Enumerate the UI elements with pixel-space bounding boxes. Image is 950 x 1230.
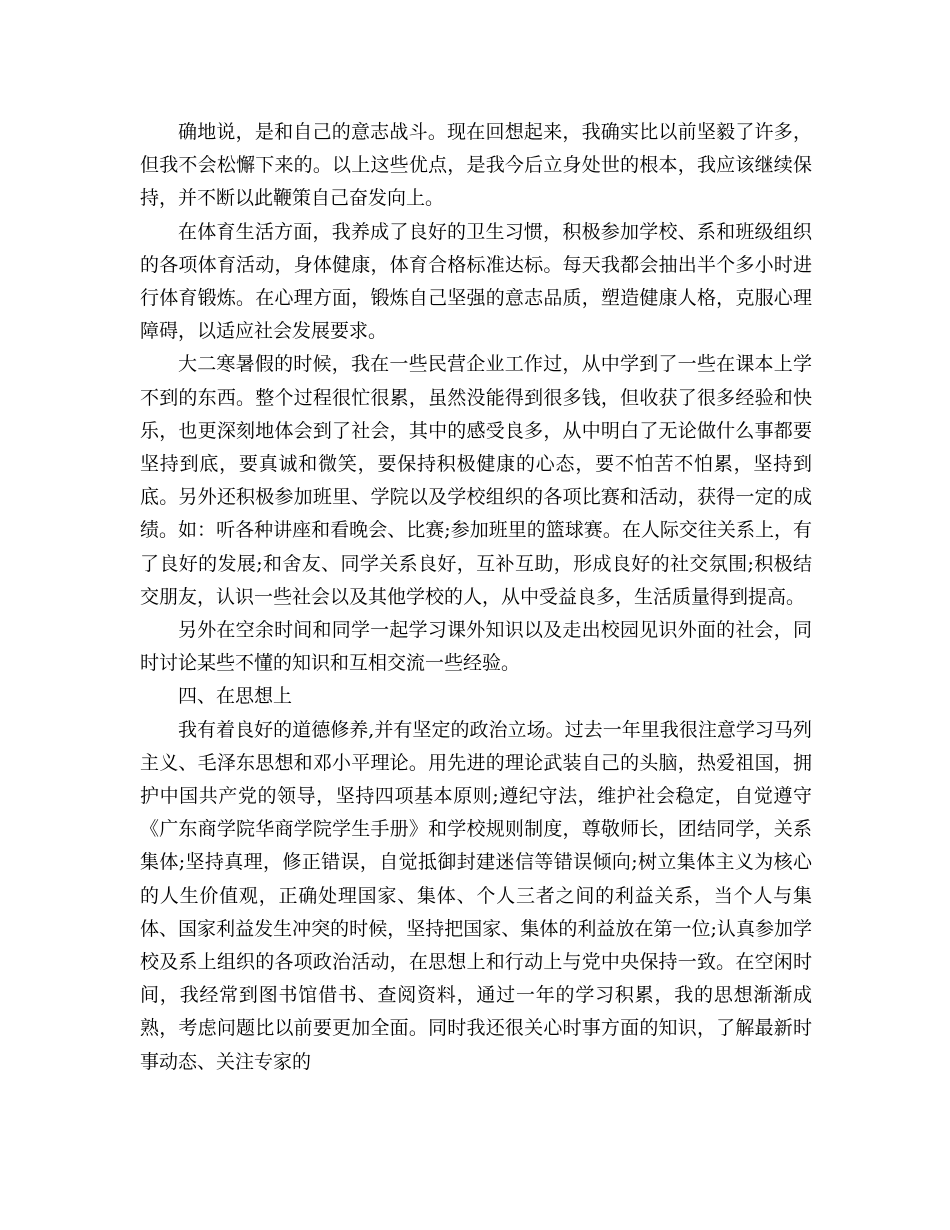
paragraph-spare-time: 另外在空余时间和同学一起学习课外知识以及走出校园见识外面的社会，同时讨论某些不懂的知识和互相交流一些经验。	[140, 619, 812, 675]
paragraph-continuation: 确地说，是和自己的意志战斗。现在回想起来，我确实比以前坚毅了许多，但我不会松懈下来的。以上这些优点，是我今后立身处世的根本，我应该继续保持，并不断以此鞭策自己奋发向上。	[140, 121, 812, 210]
paragraph-sports-life: 在体育生活方面，我养成了良好的卫生习惯，积极参加学校、系和班级组织的各项体育活动，身体健康，体育合格标准达标。每天我都会抽出半个多小时进行体育锻炼。在心理方面，锻炼自己坚强的意志品质，塑造健康人格，克服心理障碍，以适应社会发展要求。	[140, 220, 812, 343]
paragraph-vacation-work: 大二寒暑假的时候，我在一些民营企业工作过，从中学到了一些在课本上学不到的东西。整个过程很忙很累，虽然没能得到很多钱，但收获了很多经验和快乐，也更深刻地体会到了社会，其中的感受良多，从中明白了无论做什么事都要坚持到底，要真诚和微笑，要保持积极健康的心态，要不怕苦不怕累，坚持到底。另外还积极参加班里、学院以及学校组织的各项比赛和活动，获得一定的成绩。如：听各种讲座和看晚会、比赛;参加班里的篮球赛。在人际交往关系上，有了良好的发展;和舍友、同学关系良好，互补互助，形成良好的社交氛围;积极结交朋友，认识一些社会以及其他学校的人，从中受益良多，生活质量得到提高。	[140, 353, 812, 608]
section-heading-ideology: 四、在思想上	[178, 685, 293, 708]
paragraph-ideology: 我有着良好的道德修养,并有坚定的政治立场。过去一年里我很注意学习马列主义、毛泽东思想和邓小平理论。用先进的理论武装自己的头脑，热爱祖国，拥护中国共产党的领导，坚持四项基本原则;遵纪守法，维护社会稳定，自觉遵守《广东商学院华商学院学生手册》和学校规则制度，尊敬师长，团结同学，关系集体;坚持真理，修正错误，自觉抵御封建迷信等错误倾向;树立集体主义为核心的人生价值观，正确处理国家、集体、个人三者之间的利益关系，当个人与集体、国家利益发生冲突的时候，坚持把国家、集体的利益放在第一位;认真参加学校及系上组织的各项政治活动，在思想上和行动上与党中央保持一致。在空闲时间，我经常到图书馆借书、查阅资料，通过一年的学习积累，我的思想渐渐成熟，考虑问题比以前要更加全面。同时我还很关心时事方面的知识，了解最新时事动态、关注专家的	[140, 718, 812, 1073]
document-body	[140, 116, 812, 1079]
